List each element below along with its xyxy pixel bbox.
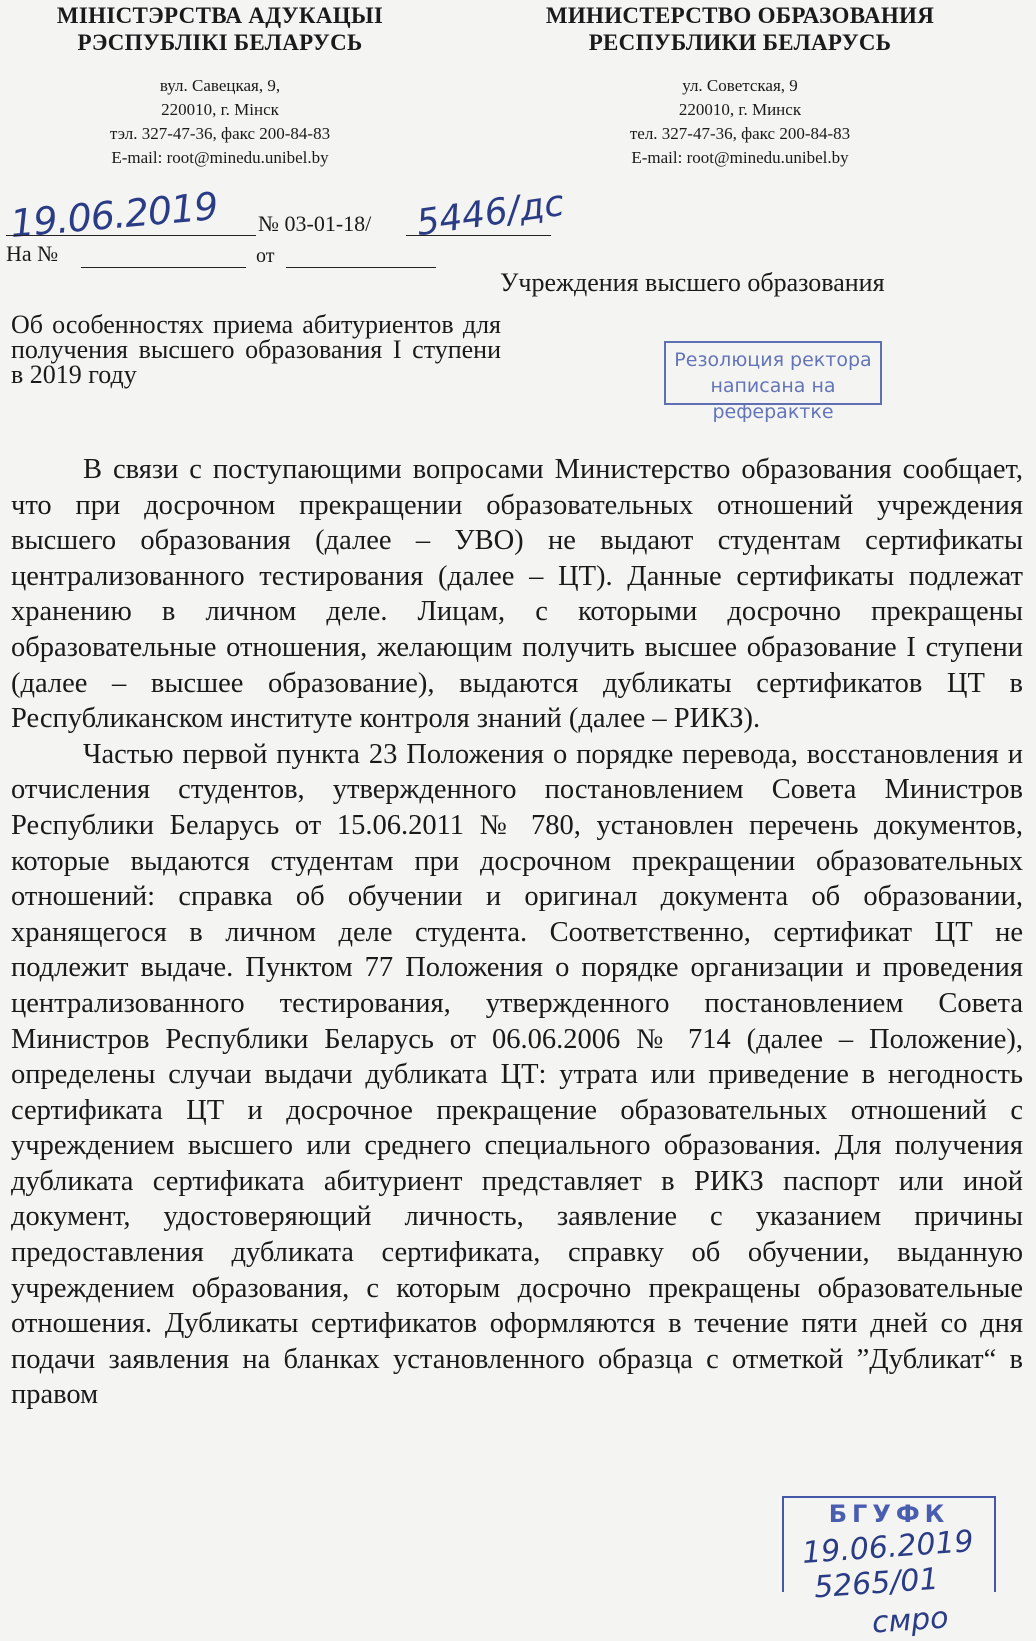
paragraph: Частью первой пункта 23 Положения о порядке перевода, восстановления и отчисления студентов, утвержденного постановлением Совета Министров Республики Беларусь от 15.06.2011 № 780, установлен перечень документов, которые выдаются студентам при досрочном прекращении образовательных отношений: справка об обучении и оригинал документа об образовании, хранящегося в личном деле студента. Соответственно, сертификат ЦТ не подлежит выдаче. Пунктом 77 Положения о порядке организации и проведения централизованного тестирования, утвержденного постановлением Совета Министров Республики Беларусь от 06.06.2006 № 714 (далее – Положение), определены случаи выдачи дубликата ЦТ: утрата или приведение в негодность сертификата ЦТ и досрочное прекращение образовательных отношений с учреждением высшего или среднего специального образования. Для получения дубликата сертификата абитуриент представляет в РИКЗ паспорт или иной документ, удостоверяющий личность, заявление с указанием причины предоставления дубликата сертификата, справку об обучении, выданную учреждением образования, с которым досрочно прекращены образовательные отношения. Дубликаты сертификатов оформляются в течение пяти дней со дня подачи заявления на бланках установленного образца с отметкой ”Дубликат“ в правом	[11, 738, 1023, 1411]
ministry-title-line1: МІНІСТЭРСТВА АДУКАЦЫІ	[56, 3, 384, 28]
resolution-stamp	[664, 341, 882, 423]
header-russian	[520, 2, 960, 170]
ministry-title-line1: МИНИСТЕРСТВО ОБРАЗОВАНИЯ	[545, 3, 935, 28]
ministry-title-line2: РЭСПУБЛІКІ БЕЛАРУСЬ	[77, 30, 363, 55]
registration-block	[6, 183, 566, 273]
reference-date-label: от	[256, 245, 275, 267]
resolution-stamp-line1: Резолюция ректора	[674, 349, 872, 371]
reference-number-underline	[81, 267, 246, 268]
reference-date-underline	[286, 267, 436, 268]
outgoing-number-label: № 03-01-18/	[258, 211, 372, 236]
ministry-email: E-mail: root@minedu.unibel.by	[631, 148, 849, 167]
date-underline	[6, 235, 256, 236]
ministry-email: E-mail: root@minedu.unibel.by	[111, 148, 329, 167]
ministry-phone: тэл. 327-47-36, факс 200-84-83	[109, 124, 331, 143]
reference-number-label: На №	[6, 241, 59, 266]
incoming-stamp-org: БГУФК	[828, 1500, 950, 1528]
letter-subject: Об особенностях приема абитуриентов для получения высшего образования I ступени в 2019 году	[11, 310, 501, 389]
ministry-address: ул. Советская, 9	[682, 76, 798, 95]
letter-body	[11, 452, 1023, 1413]
ministry-postal: 220010, г. Мінск	[161, 100, 279, 119]
incoming-stamp-signature: смро	[870, 1600, 950, 1641]
ministry-phone: тел. 327-47-36, факс 200-84-83	[629, 124, 851, 143]
handwritten-date: 19.06.2019	[8, 184, 220, 246]
addressee: Учреждения высшего образования	[500, 268, 885, 297]
number-underline	[406, 235, 551, 236]
header-belarusian	[40, 2, 400, 170]
resolution-stamp-line2: написана на реферактке	[710, 375, 836, 423]
incoming-stamp-number: 5265/01	[812, 1561, 940, 1606]
ministry-postal: 220010, г. Минск	[678, 100, 802, 119]
handwritten-number: 5446/дс	[413, 182, 567, 245]
paragraph: В связи с поступающими вопросами Министерство образования сообщает, что при досрочном прекращении образовательных отношений учреждения высшего образования (далее – УВО) не выдают студентам сертификаты централизованного тестирования (далее – ЦТ). Данные сертификаты подлежат хранению в личном деле. Лицам, с которыми досрочно прекращены образовательные отношения, желающим получить высшее образование I ступени (далее – высшее образование), выдаются дубликаты сертификатов ЦТ в Республиканском институте контроля знаний (далее – РИКЗ).	[11, 454, 1023, 735]
ministry-title-line2: РЕСПУБЛИКИ БЕЛАРУСЬ	[588, 30, 892, 55]
ministry-address: вул. Савецкая, 9,	[159, 76, 281, 95]
incoming-stamp-date: 19.06.2019	[800, 1524, 975, 1571]
incoming-registration-stamp	[782, 1496, 996, 1641]
